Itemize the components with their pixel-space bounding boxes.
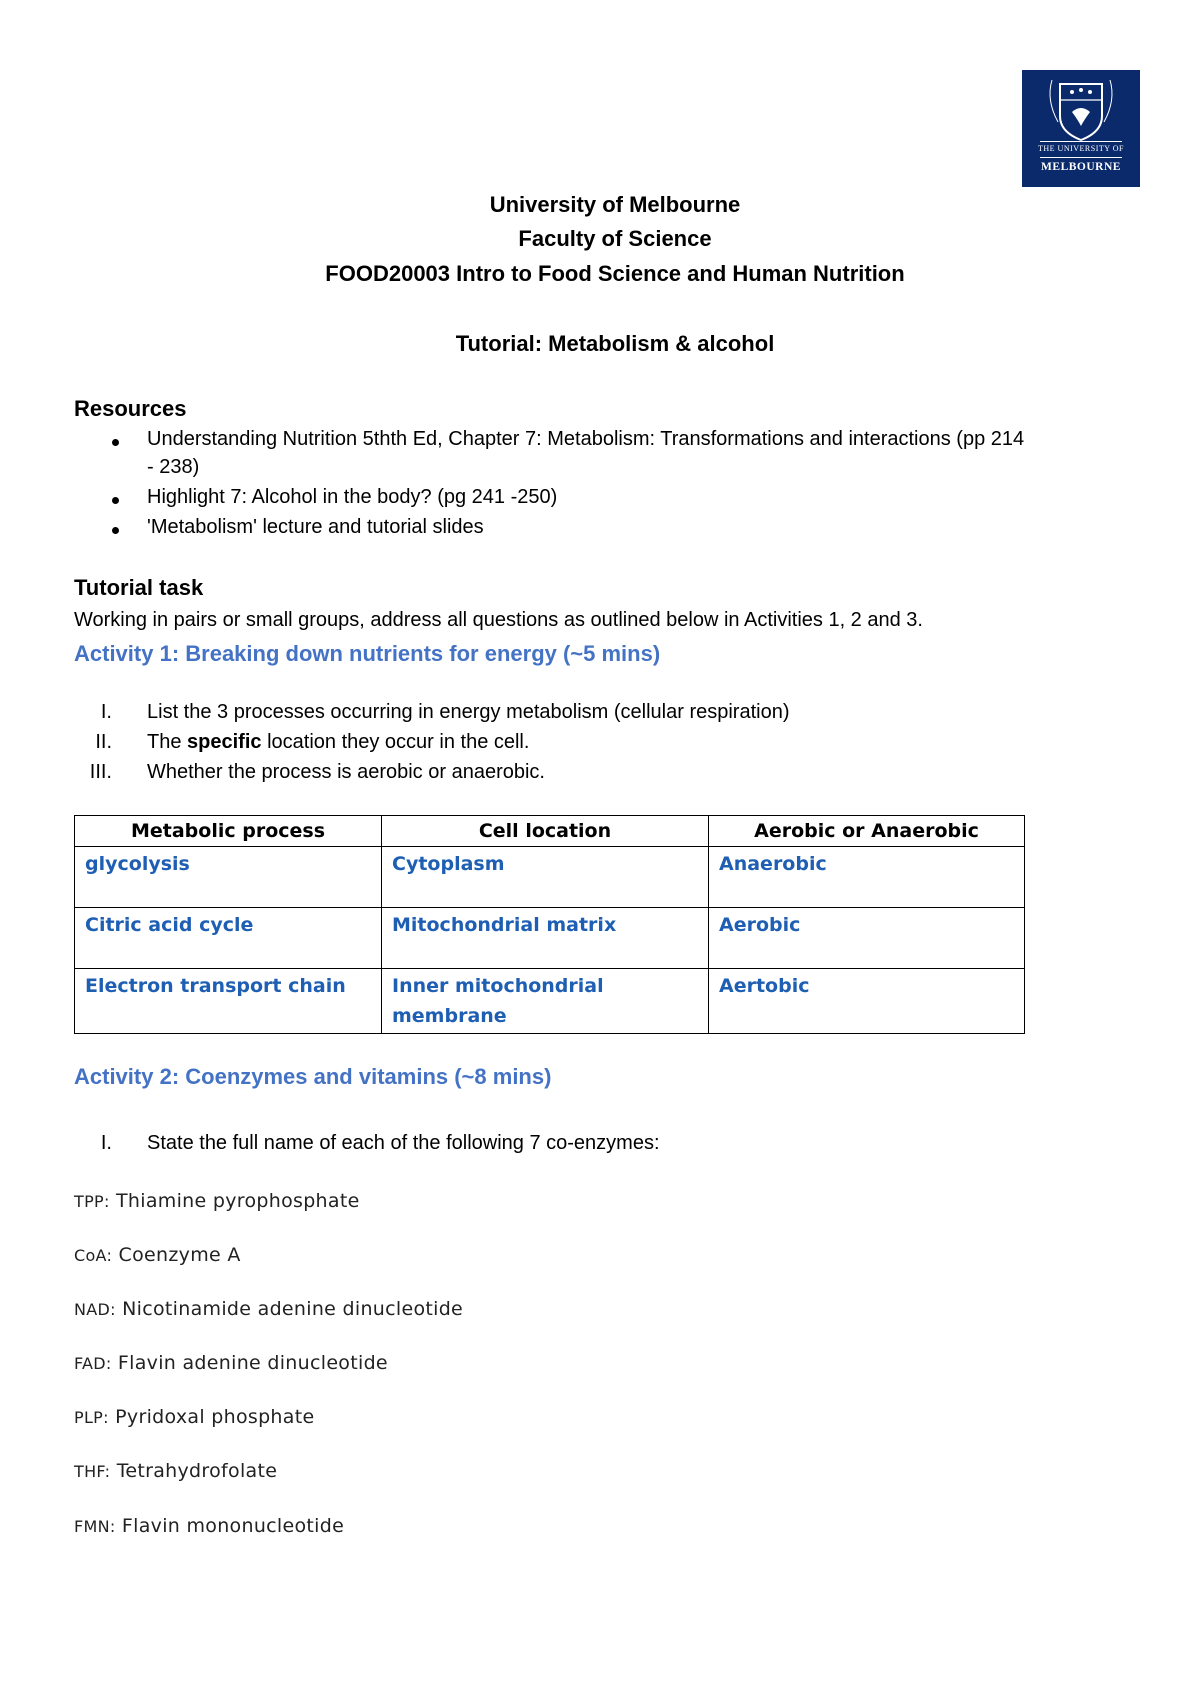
resource-item-continued: - 238) <box>147 456 200 478</box>
university-name: University of Melbourne <box>489 192 741 217</box>
numeral: I. <box>100 701 112 723</box>
table-row <box>75 908 1025 969</box>
coenzyme-abbr: NAD: <box>74 1300 116 1319</box>
numeral: III. <box>89 761 112 783</box>
table-header-cell: Cell location <box>382 816 709 847</box>
activity2-title: Activity 2: Coenzymes and vitamins (~8 mins) <box>74 1064 552 1089</box>
logo-text-line1: THE UNIVERSITY OF <box>1038 144 1124 153</box>
question-emphasis: specific <box>187 731 262 753</box>
resource-item: Understanding Nutrition 5thth Ed, Chapter 7: Metabolism: Transformations and interactions (pp 214 <box>147 428 1025 450</box>
question-text: The <box>147 731 188 753</box>
coenzyme-name: Tetrahydrofolate <box>110 1460 278 1482</box>
resource-item: 'Metabolism' lecture and tutorial slides <box>147 516 484 538</box>
table-cell: Inner mitochondrial membrane <box>382 969 709 1034</box>
coenzyme-entry <box>74 1460 277 1482</box>
question-text: location they occur in the cell. <box>261 731 530 753</box>
activity1-title: Activity 1: Breaking down nutrients for energy (~5 mins) <box>74 641 661 666</box>
table-cell: Citric acid cycle <box>75 908 382 969</box>
coenzyme-abbr: TPP: <box>74 1192 110 1211</box>
table-cell: Aerobic <box>709 908 1025 969</box>
tutorial-title: Tutorial: Metabolism & alcohol <box>455 331 775 356</box>
table-header-cell: Metabolic process <box>75 816 382 847</box>
table-cell: Electron transport chain <box>75 969 382 1034</box>
bullet-icon <box>112 439 119 446</box>
university-logo <box>1022 70 1140 187</box>
table-header-row <box>75 816 1025 847</box>
coenzyme-abbr: THF: <box>74 1462 111 1481</box>
coenzyme-entry <box>74 1298 463 1320</box>
table-header-cell: Aerobic or Anaerobic <box>709 816 1025 847</box>
table-cell: Cytoplasm <box>382 847 709 908</box>
activity1-question <box>147 731 529 754</box>
table-cell: Mitochondrial matrix <box>382 908 709 969</box>
coenzyme-name: Nicotinamide adenine dinucleotide <box>115 1298 464 1320</box>
table-row <box>75 969 1025 1034</box>
tutorial-task-intro: Working in pairs or small groups, address all questions as outlined below in Activities 1, 2 and 3. <box>74 609 923 631</box>
resources-heading: Resources <box>74 396 187 421</box>
coenzyme-name: Flavin adenine dinucleotide <box>111 1352 388 1374</box>
bullet-icon <box>112 497 119 504</box>
table-row <box>75 847 1025 908</box>
coenzyme-name: Pyridoxal phosphate <box>108 1406 315 1428</box>
activity2-question: State the full name of each of the following 7 co-enzymes: <box>147 1132 660 1154</box>
faculty-name: Faculty of Science <box>518 226 712 251</box>
coenzyme-abbr: PLP: <box>74 1408 109 1427</box>
numeral: II. <box>95 731 112 753</box>
course-title: FOOD20003 Intro to Food Science and Human Nutrition <box>325 261 905 286</box>
table-cell: Aertobic <box>709 969 1025 1034</box>
coenzyme-entry <box>74 1190 360 1212</box>
coenzyme-entry <box>74 1406 314 1428</box>
activity1-question: List the 3 processes occurring in energy metabolism (cellular respiration) <box>147 701 790 723</box>
coenzyme-name: Flavin mononucleotide <box>115 1515 345 1537</box>
bullet-icon <box>112 527 119 534</box>
logo-rule-mid <box>1040 157 1122 158</box>
coenzyme-entry <box>74 1515 344 1537</box>
coenzyme-name: Thiamine pyrophosphate <box>109 1190 360 1212</box>
metabolic-process-table <box>74 815 1025 1034</box>
coenzyme-entry <box>74 1244 241 1266</box>
numeral: I. <box>100 1132 112 1154</box>
table-cell: glycolysis <box>75 847 382 908</box>
activity1-question: Whether the process is aerobic or anaerobic. <box>147 761 545 783</box>
coenzyme-abbr: FMN: <box>74 1517 116 1536</box>
coenzyme-abbr: CoA: <box>74 1246 113 1265</box>
coenzyme-entry <box>74 1352 388 1374</box>
logo-rule-top <box>1040 141 1122 142</box>
resource-item: Highlight 7: Alcohol in the body? (pg 241 -250) <box>147 486 558 508</box>
coenzyme-abbr: FAD: <box>74 1354 112 1373</box>
table-cell: Anaerobic <box>709 847 1025 908</box>
coenzyme-name: Coenzyme A <box>112 1244 241 1266</box>
tutorial-task-heading: Tutorial task <box>74 575 204 600</box>
logo-text-line2: MELBOURNE <box>1041 161 1121 173</box>
